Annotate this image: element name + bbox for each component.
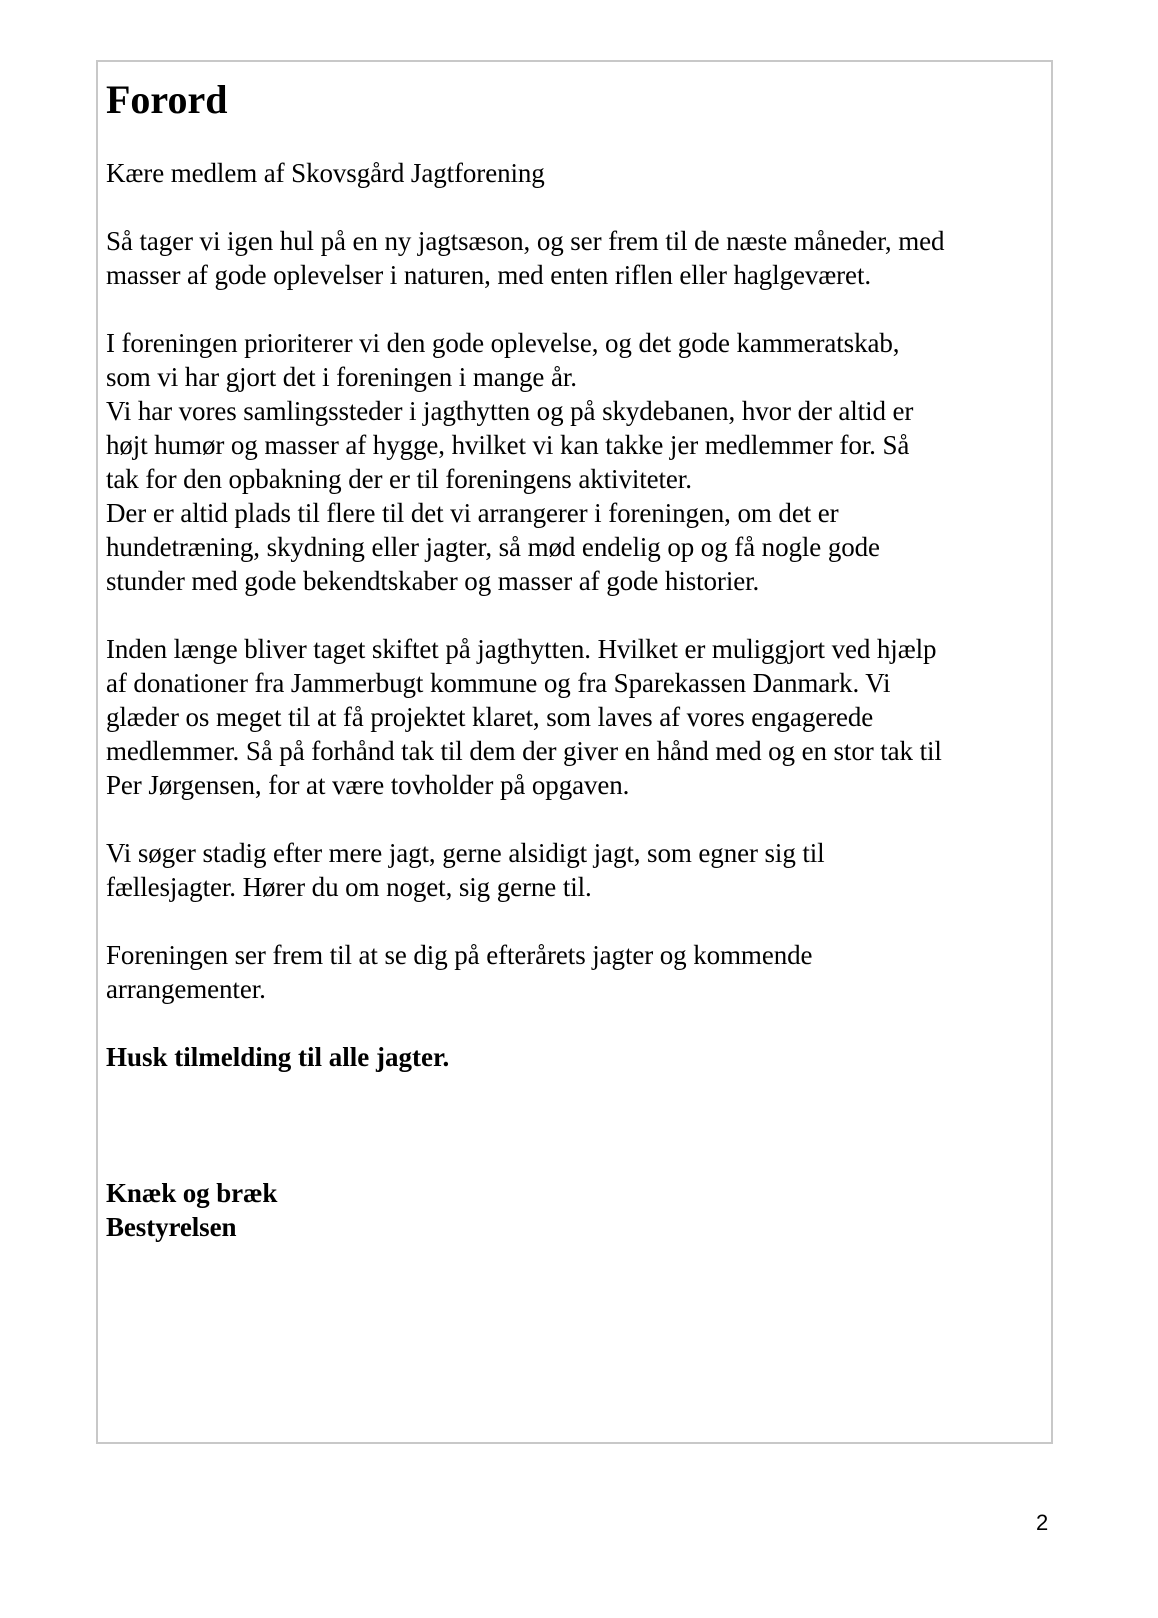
paragraph-line: masser af gode oplevelser i naturen, med enten riflen eller haglgeværet. <box>106 260 871 290</box>
paragraph-line: stunder med gode bekendtskaber og masser af gode historier. <box>106 566 760 596</box>
page-number: 2 <box>1036 1510 1049 1535</box>
registration-reminder: Husk tilmelding til alle jagter. <box>106 1042 450 1072</box>
paragraph-line: glæder os meget til at få projektet klaret, som laves af vores engagerede <box>106 702 874 732</box>
paragraph-line: højt humør og masser af hygge, hvilket vi kan takke jer medlemmer for. Så <box>106 430 910 460</box>
paragraph-line: medlemmer. Så på forhånd tak til dem der giver en hånd med og en stor tak til <box>106 736 942 766</box>
paragraph-line: af donationer fra Jammerbugt kommune og fra Sparekassen Danmark. Vi <box>106 668 891 698</box>
paragraph-season <box>106 224 1046 292</box>
paragraph-community <box>106 326 1046 598</box>
paragraph-line: Vi søger stadig efter mere jagt, gerne alsidigt jagt, som egner sig til <box>106 838 825 868</box>
greeting-block <box>106 156 1046 190</box>
page-title: Forord <box>106 77 228 122</box>
paragraph-line: arrangementer. <box>106 974 266 1004</box>
paragraph-line: tak for den opbakning der er til foreningens aktiviteter. <box>106 464 692 494</box>
paragraph-line: Inden længe bliver taget skiftet på jagthytten. Hvilket er muliggjort ved hjælp <box>106 634 937 664</box>
paragraph-line: I foreningen prioriterer vi den gode oplevelse, og det gode kammeratskab, <box>106 328 900 358</box>
paragraph-line: som vi har gjort det i foreningen i mange år. <box>106 362 577 392</box>
paragraph-line: Der er altid plads til flere til det vi arrangerer i foreningen, om det er <box>106 498 839 528</box>
signature-block <box>106 1176 1046 1244</box>
paragraph-outlook <box>106 938 1046 1006</box>
paragraph-line: Så tager vi igen hul på en ny jagtsæson, og ser frem til de næste måneder, med <box>106 226 945 256</box>
signoff-board: Bestyrelsen <box>106 1212 237 1242</box>
signoff-greeting: Knæk og bræk <box>106 1178 278 1208</box>
paragraph-hunting-grounds <box>106 836 1046 904</box>
paragraph-line: Vi har vores samlingssteder i jagthytten og på skydebanen, hvor der altid er <box>106 396 914 426</box>
paragraph-line: Foreningen ser frem til at se dig på efterårets jagter og kommende <box>106 940 813 970</box>
paragraph-line: fællesjagter. Hører du om noget, sig gerne til. <box>106 872 592 902</box>
greeting: Kære medlem af Skovsgård Jagtforening <box>106 158 545 188</box>
paragraph-line: hundetræning, skydning eller jagter, så mød endelig op og få nogle gode <box>106 532 880 562</box>
paragraph-line: Per Jørgensen, for at være tovholder på opgaven. <box>106 770 630 800</box>
document-body <box>106 76 1046 1244</box>
paragraph-roof-project <box>106 632 1046 802</box>
